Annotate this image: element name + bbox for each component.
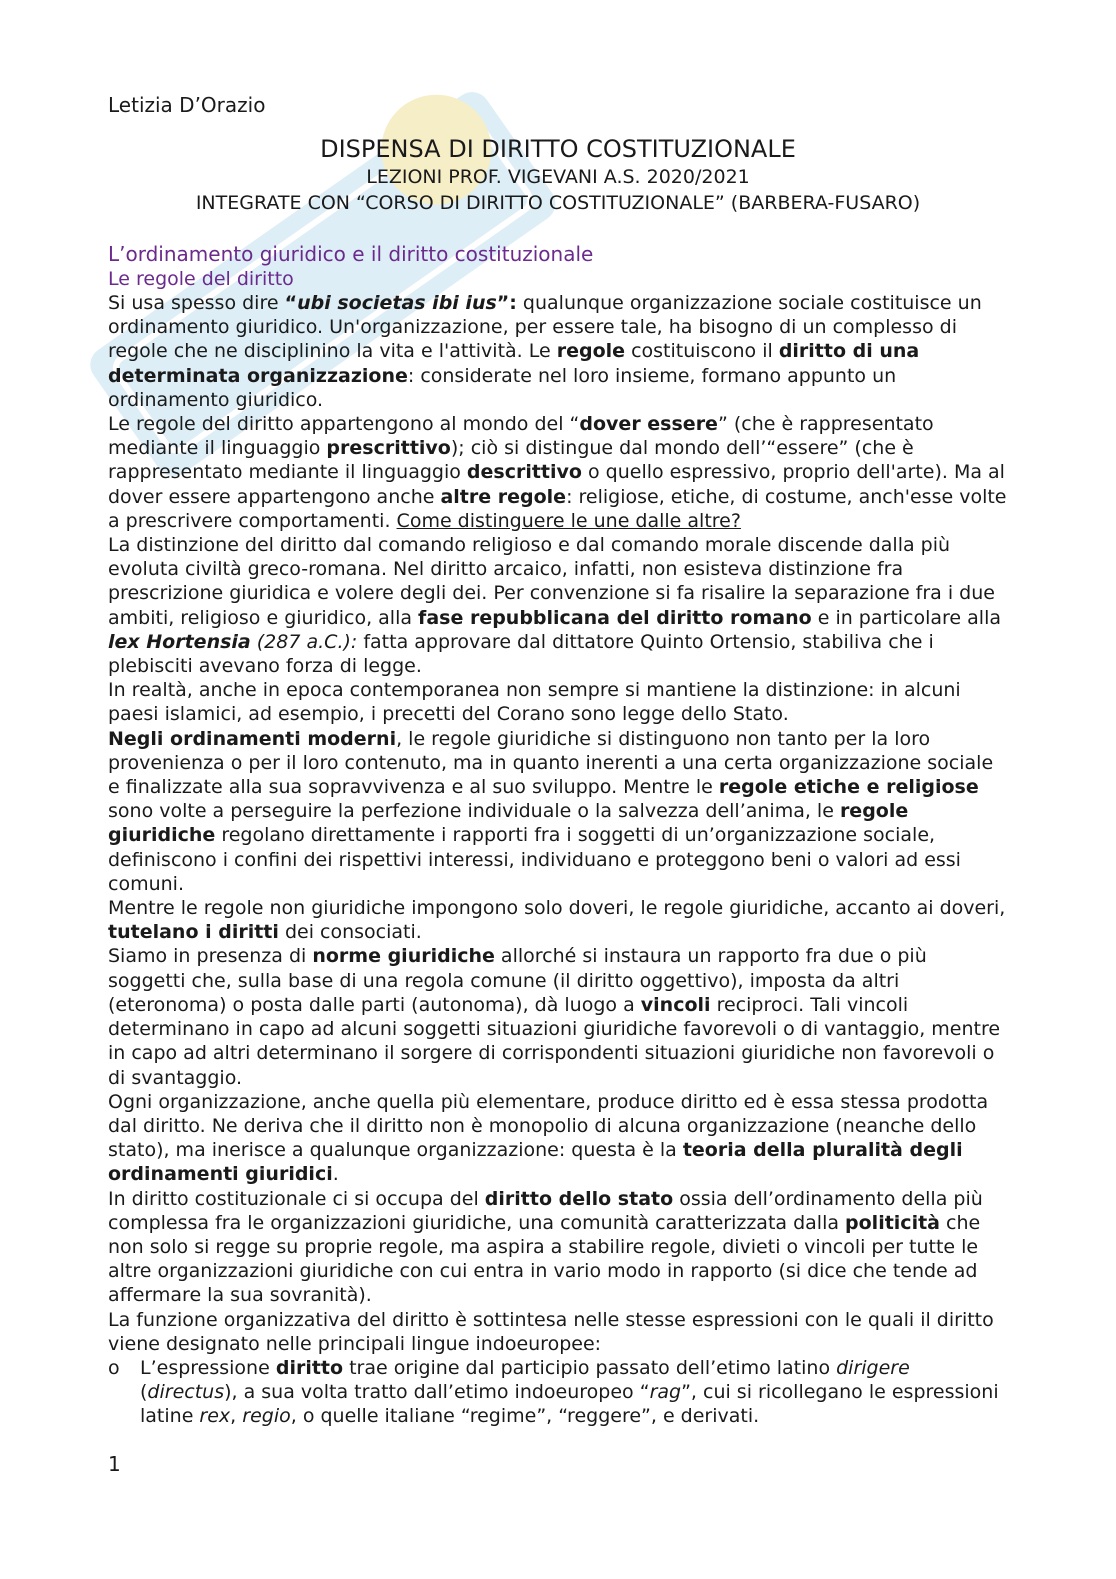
author-name: Letizia D’Orazio bbox=[108, 93, 266, 117]
paragraph: La funzione organizzativa del diritto è sottintesa nelle stesse espressioni con le quali il diritto viene designato nelle principali lingue indoeuropee: bbox=[108, 1308, 994, 1355]
paragraph: Le regole del diritto appartengono al mondo del “dover essere” (che è rappresentato mediante il linguaggio prescrittivo); ciò si distingue dal mondo dell’“essere” (che è rappresentato mediante il linguaggio descrittivo o quello espressivo, proprio dell'arte). Ma al dover essere appartengono anche altre regole: religiose, etiche, di costume, anch'esse volte a prescrivere comportamenti. Come distinguere le une dalle altre? bbox=[108, 413, 1007, 532]
bullet-marker: o bbox=[108, 1356, 120, 1379]
section-subheading: Le regole del diritto bbox=[108, 268, 294, 290]
underlined-question: Come distinguere le une dalle altre? bbox=[396, 509, 741, 532]
document-subtitle-2: INTEGRATE CON “CORSO DI DIRITTO COSTITUZIONALE” (BARBERA-FUSARO) bbox=[195, 192, 921, 214]
paragraph: In realtà, anche in epoca contemporanea non sempre si mantiene la distinzione: in alcuni paesi islamici, ad esempio, i precetti del Corano sono legge dello Stato. bbox=[108, 679, 961, 726]
document-subtitle: LEZIONI PROF. VIGEVANI A.S. 2020/2021 bbox=[366, 166, 750, 188]
document-title: DISPENSA DI DIRITTO COSTITUZIONALE bbox=[320, 135, 796, 163]
document-titles bbox=[108, 134, 1008, 216]
document-body bbox=[108, 241, 1008, 1429]
paragraph: Si usa spesso dire “ubi societas ibi ius”: qualunque organizzazione sociale costituisce un ordinamento giuridico. Un'organizzazione, per essere tale, ha bisogno di un complesso di regole che ne disciplinino la vita e l'attività. Le regole costituiscono il diritto di una determinata organizzazione: considerate nel loro insieme, formano appunto un ordinamento giuridico. bbox=[108, 292, 982, 411]
paragraph: Ogni organizzazione, anche quella più elementare, produce diritto ed è essa stessa prodotta dal diritto. Ne deriva che il diritto non è monopolio di alcuna organizzazione (neanche dello stato), ma inerisce a qualunque organizzazione: questa è la teoria della pluralità degli ordinamenti giuridici. bbox=[108, 1090, 989, 1186]
paragraph: In diritto costituzionale ci si occupa del diritto dello stato ossia dell’ordinamento della più complessa fra le organizzazioni giuridiche, una comunità caratterizzata dalla politicità che non solo si regge su proprie regole, ma aspira a stabilire regole, divieti o vincoli per tutte le altre organizzazioni giuridiche con cui entra in vario modo in rapporto (si dice che tende ad affermare la sua sovranità). bbox=[108, 1187, 983, 1307]
paragraph: Mentre le regole non giuridiche impongono solo doveri, le regole giuridiche, accanto ai doveri, tutelano i diritti dei consociati. bbox=[108, 897, 1006, 944]
paragraph: Negli ordinamenti moderni, le regole giuridiche si distinguono non tanto per la loro provenienza o per il loro contenuto, ma in quanto inerenti a una certa organizzazione sociale e finalizzate alla sua sopravvivenza e al suo sviluppo. Mentre le regole etiche e religiose sono volte a perseguire la perfezione individuale o la salvezza dell’anima, le regole giuridiche regolano direttamente i rapporti fra i soggetti di un’organizzazione sociale, definiscono i confini dei rispettivi interessi, individuano e proteggono beni o valori ad essi comuni. bbox=[108, 727, 994, 895]
paragraph: Siamo in presenza di norme giuridiche allorché si instaura un rapporto fra due o più soggetti che, sulla base di una regola comune (il diritto oggettivo), imposta da altri (eteronoma) o posta dalle parti (autonoma), dà luogo a vincoli reciproci. Tali vincoli determinano in capo ad alcuni soggetti situazioni giuridiche favorevoli o di vantaggio, mentre in capo ad altri determinano il sorgere di corrispondenti situazioni giuridiche non favorevoli o di svantaggio. bbox=[108, 945, 1001, 1089]
paragraph: La distinzione del diritto dal comando religioso e dal comando morale discende dalla più evoluta civiltà greco-romana. Nel diritto arcaico, infatti, non esisteva distinzione fra prescrizione giuridica e volere degli dei. Per convenzione si fa risalire la separazione fra i due ambiti, religioso e giuridico, alla fase repubblicana del diritto romano e in particolare alla lex Hortensia (287 a.C.): fatta approvare dal dittatore Quinto Ortensio, stabiliva che i plebisciti avevano forza di legge. bbox=[108, 534, 1002, 678]
list-item: o L’espressione diritto trae origine dal participio passato dell’etimo latino dirigere (directus), a sua volta tratto dall’etimo indoeuropeo “rag”, cui si ricollegano le espressioni latine rex, regio, o quelle italiane “regime”, “reggere”, e derivati. bbox=[108, 1356, 999, 1428]
page-number: 1 bbox=[108, 1452, 121, 1476]
section-heading: L’ordinamento giuridico e il diritto costituzionale bbox=[108, 242, 594, 266]
